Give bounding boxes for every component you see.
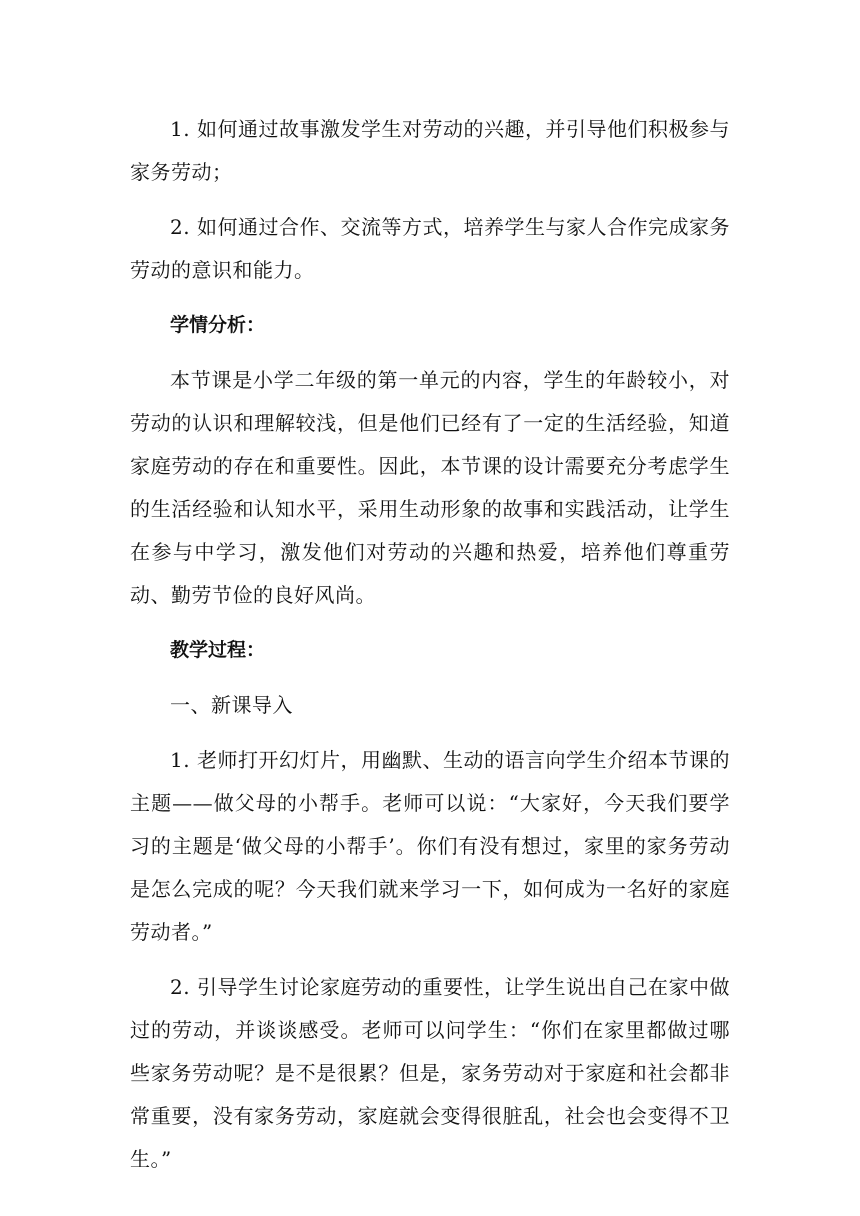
paragraph-question-2: 2. 如何通过合作、交流等方式，培养学生与家人合作完成家务劳动的意识和能力。 xyxy=(130,215,730,282)
document-body xyxy=(130,108,730,1193)
paragraph-step-2: 2. 引导学生讨论家庭劳动的重要性，让学生说出自己在家中做过的劳动，并谈谈感受。老师可以问学生：“你们在家里都做过哪些家务劳动呢？是不是很累？但是，家务劳动对于家庭和社会都非常重要，没有家务劳动，家庭就会变得很脏乱，社会也会变得不卫生。” xyxy=(130,975,730,1171)
paragraph-new-lesson-intro: 一、新课导入 xyxy=(170,693,293,717)
paragraph-step-1: 1. 老师打开幻灯片，用幽默、生动的语言向学生介绍本节课的主题——做父母的小帮手。老师可以说：“大家好，今天我们要学习的主题是‘做父母的小帮手’。你们有没有想过，家里的家务劳动是怎么完成的呢？今天我们就来学习一下，如何成为一名好的家庭劳动者。” xyxy=(130,748,730,944)
heading-student-analysis: 学情分析： xyxy=(170,314,266,336)
paragraph-question-1: 1. 如何通过故事激发学生对劳动的兴趣，并引导他们积极参与家务劳动； xyxy=(130,117,730,184)
paragraph-student-analysis: 本节课是小学二年级的第一单元的内容，学生的年龄较小，对劳动的认识和理解较浅，但是他们已经有了一定的生活经验，知道家庭劳动的存在和重要性。因此，本节课的设计需要充分考虑学生的生活经验和认知水平，采用生动形象的故事和实践活动，让学生在参与中学习，激发他们对劳动的兴趣和热爱，培养他们尊重劳动、勤劳节俭的良好风尚。 xyxy=(130,368,730,607)
heading-teaching-process: 教学过程： xyxy=(170,639,266,661)
